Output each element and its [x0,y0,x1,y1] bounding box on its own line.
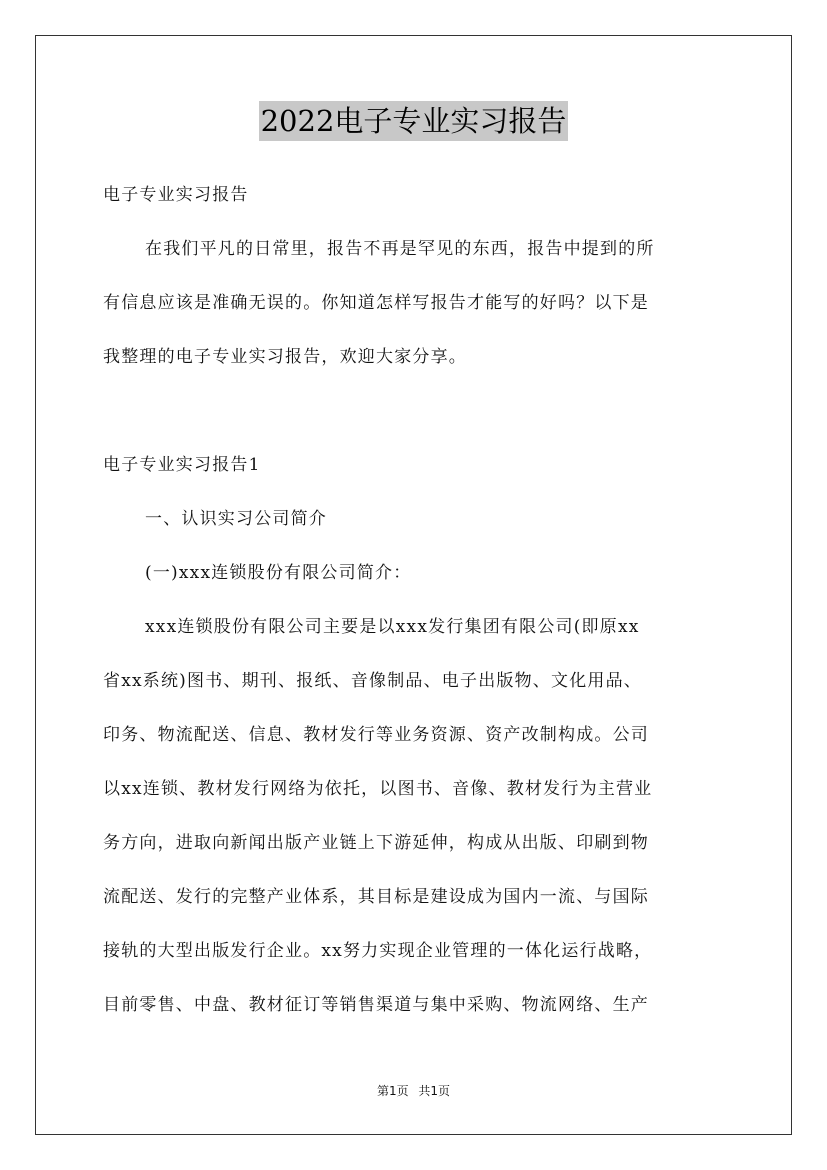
body-line: 务方向，进取向新闻出版产业链上下游延伸，构成从出版、印刷到物 [103,833,649,853]
body-line: 以xx连锁、教材发行网络为依托，以图书、音像、教材发行为主营业 [103,779,653,799]
document-subtitle: 电子专业实习报告 [103,185,249,205]
page-total: 共1页 [418,1084,451,1098]
heading-level-2: (一)xxx连锁股份有限公司简介： [145,563,412,583]
body-line: 目前零售、中盘、教材征订等销售渠道与集中采购、物流网络、生产 [103,995,649,1015]
body-line: xxx连锁股份有限公司主要是以xxx发行集团有限公司(即原xx [145,617,640,637]
document-title: 2022电子专业实习报告 [259,101,569,141]
intro-line: 我整理的电子专业实习报告，欢迎大家分享。 [103,347,467,367]
section-heading: 电子专业实习报告1 [103,455,261,475]
heading-level-1: 一、认识实习公司简介 [145,509,327,529]
page-footer [0,1083,827,1099]
body-line: 印务、物流配送、信息、教材发行等业务资源、资产改制构成。公司 [103,725,649,745]
body-line: 接轨的大型出版发行企业。xx努力实现企业管理的一体化运行战略， [103,941,653,961]
page-number: 第1页 [376,1084,409,1098]
body-line: 流配送、发行的完整产业体系，其目标是建设成为国内一流、与国际 [103,887,649,907]
intro-line: 在我们平凡的日常里，报告不再是罕见的东西，报告中提到的所 [145,239,655,259]
title-container [0,101,827,141]
intro-line: 有信息应该是准确无误的。你知道怎样写报告才能写的好吗？以下是 [103,293,649,313]
body-line: 省xx系统)图书、期刊、报纸、音像制品、电子出版物、文化用品、 [103,671,643,691]
